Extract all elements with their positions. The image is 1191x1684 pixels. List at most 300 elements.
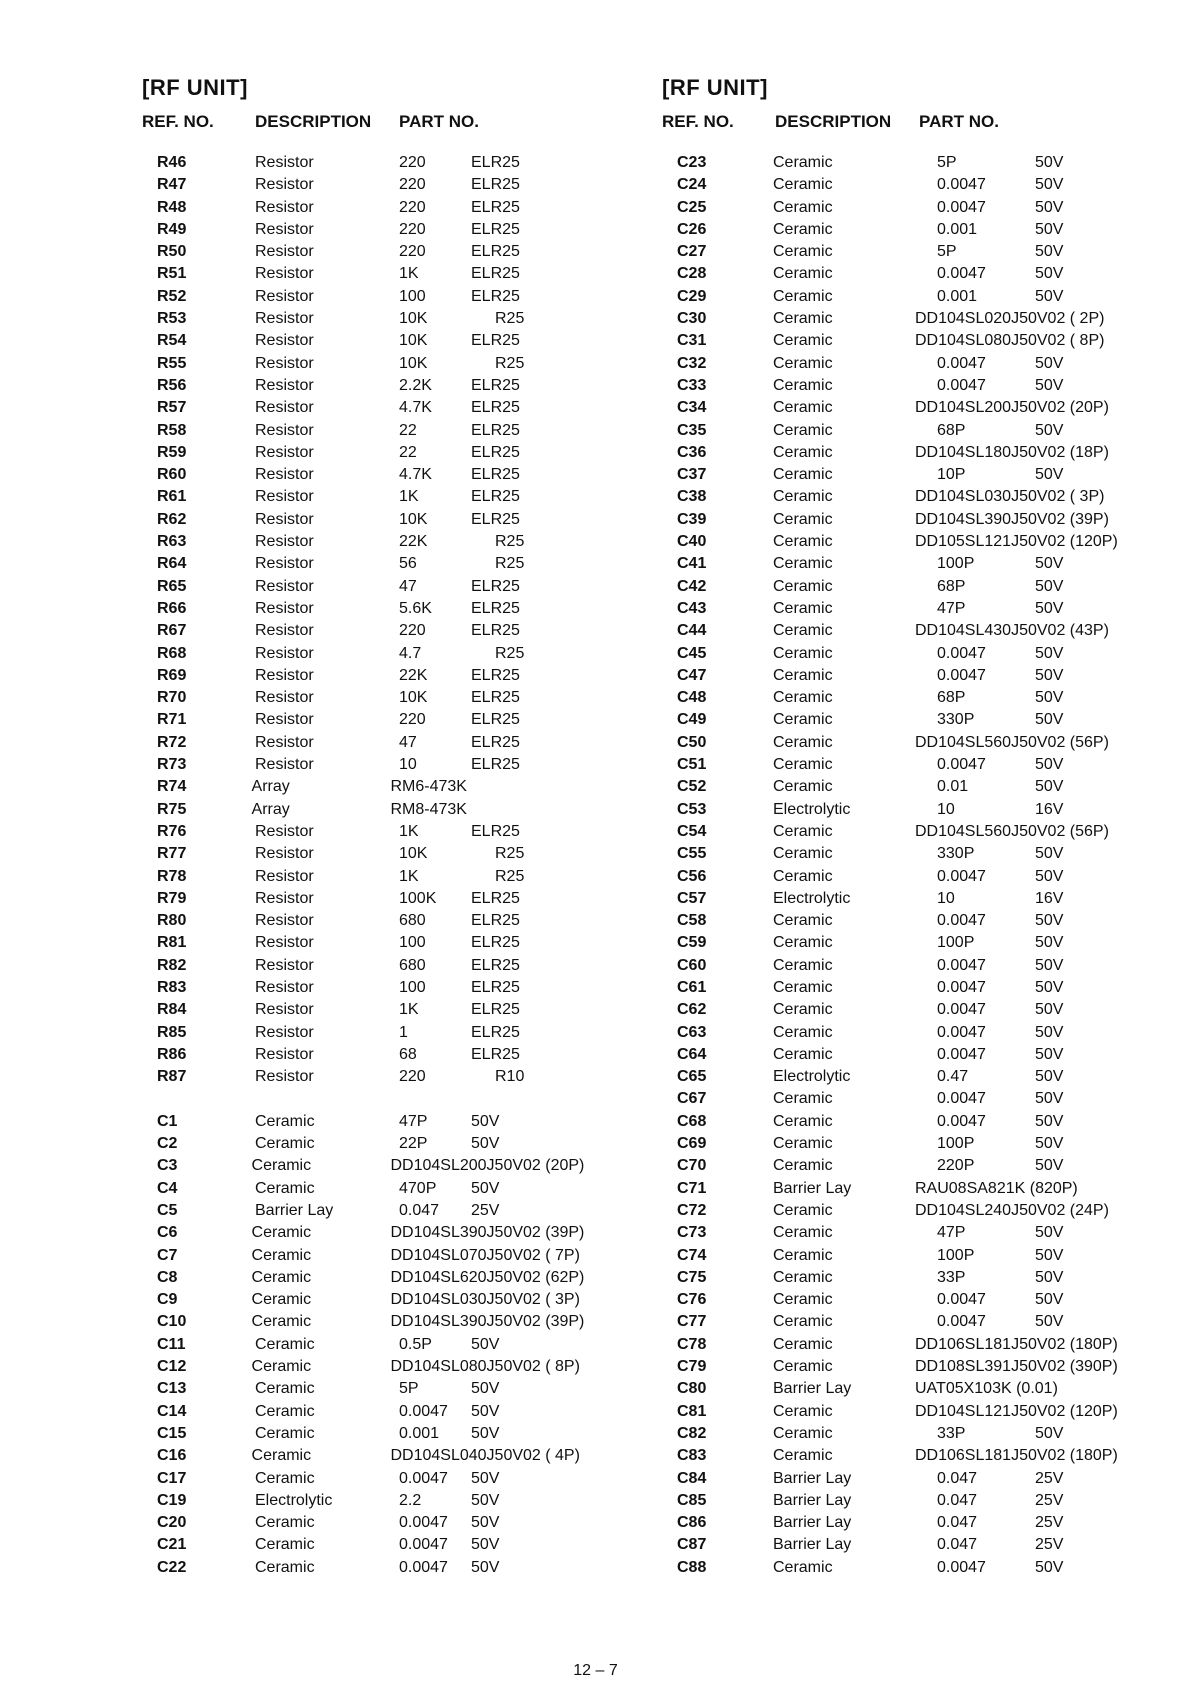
table-row (142, 219, 622, 241)
ref-no-cell: R51 (157, 265, 187, 283)
description-cell: Resistor (255, 756, 314, 774)
description-cell: Resistor (255, 711, 314, 729)
part-rating-cell: 25V (471, 1201, 500, 1219)
part-value-cell: 47P (937, 1224, 966, 1242)
part-value-cell: 1K (399, 822, 419, 840)
description-cell: Ceramic (773, 934, 833, 952)
table-row (662, 442, 1162, 464)
ref-no-cell: C29 (677, 287, 707, 305)
part-value-cell: 0.0047 (937, 956, 986, 974)
table-row (662, 1534, 1162, 1556)
part-rating-cell: 50V (1035, 1001, 1064, 1019)
description-cell: Barrier Lay (773, 1380, 852, 1398)
table-row (142, 1044, 622, 1066)
description-cell: Ceramic (773, 399, 833, 417)
description-cell: Ceramic (255, 1402, 315, 1420)
ref-no-cell (142, 1088, 255, 1110)
description-cell: Resistor (255, 845, 314, 863)
table-row (662, 598, 1162, 620)
table-row (142, 486, 622, 508)
part-value-cell: 220 (399, 1068, 426, 1086)
ref-no-cell: C63 (677, 1023, 707, 1041)
part-rating-cell: ELR25 (471, 1023, 520, 1041)
ref-no-cell: R75 (157, 800, 187, 818)
ref-no-cell: C75 (677, 1268, 707, 1286)
ref-no-cell: C32 (677, 354, 707, 372)
part-no-cell: DD108SL391J50V02 (390P) (915, 1358, 1118, 1376)
part-value-cell: 220 (399, 176, 426, 194)
part-value-cell: 33P (937, 1268, 966, 1286)
description-cell: Ceramic (255, 1469, 315, 1487)
description-cell: Ceramic (255, 1536, 315, 1554)
part-value-cell: 22K (399, 666, 428, 684)
table-row (142, 420, 622, 442)
ref-no-cell: C12 (157, 1358, 187, 1376)
table-row (662, 1155, 1162, 1177)
ref-no-cell: R64 (157, 555, 187, 573)
ref-no-cell: C41 (677, 555, 707, 573)
ref-no-cell: R71 (157, 711, 187, 729)
description-cell: Ceramic (251, 1291, 312, 1309)
table-row (662, 174, 1162, 196)
table-row (662, 1111, 1162, 1133)
ref-no-cell: R73 (157, 756, 187, 774)
part-value-cell: 10K (399, 332, 428, 350)
part-no-cell: DD106SL181J50V02 (180P) (915, 1335, 1118, 1353)
table-row (662, 286, 1162, 308)
page-number: 12 – 7 (573, 1662, 618, 1679)
part-rating-cell: ELR25 (471, 912, 520, 930)
description-cell: Ceramic (773, 1045, 833, 1063)
table-row (142, 576, 622, 598)
part-value-cell: 4.7K (399, 466, 432, 484)
part-value-cell: 5P (937, 243, 957, 261)
table-row (142, 1200, 622, 1222)
description-cell: Resistor (255, 912, 314, 930)
description-cell: Resistor (255, 577, 314, 595)
table-row (662, 1066, 1162, 1088)
ref-no-cell: R76 (157, 822, 187, 840)
part-value-cell: 0.0047 (937, 1558, 986, 1576)
table-row (142, 888, 622, 910)
description-cell: Resistor (255, 399, 314, 417)
part-rating-cell: ELR25 (471, 756, 520, 774)
unit-title: [RF UNIT] (142, 75, 248, 100)
part-no-cell: DD104SL080J50V02 ( 8P) (390, 1358, 580, 1376)
table-row (662, 420, 1162, 442)
table-row (142, 1155, 622, 1177)
part-rating-cell: 50V (471, 1424, 500, 1442)
part-no-cell: DD104SL200J50V02 (20P) (390, 1157, 585, 1175)
table-row (662, 1245, 1162, 1267)
part-value-cell: 68 (399, 1045, 417, 1063)
part-rating-cell: 50V (1035, 421, 1064, 439)
part-value-cell: 0.0047 (937, 1313, 986, 1331)
description-cell: Ceramic (251, 1447, 312, 1465)
ref-no-cell: C26 (677, 220, 707, 238)
description-cell: Resistor (255, 376, 314, 394)
description-cell: Barrier Lay (773, 1179, 852, 1197)
table-row (662, 888, 1162, 910)
table-row (142, 1512, 622, 1534)
part-rating-cell: 50V (1035, 1157, 1064, 1175)
part-rating-cell: 50V (1035, 466, 1064, 484)
description-cell: Ceramic (773, 778, 833, 796)
ref-no-cell: C35 (677, 421, 707, 439)
description-cell: Resistor (255, 332, 314, 350)
part-value-cell: 10K (399, 510, 428, 528)
part-value-cell: 10K (399, 310, 428, 328)
part-value-cell: 0.0047 (937, 1001, 986, 1019)
ref-no-cell: C57 (677, 889, 707, 907)
description-cell: Electrolytic (773, 1068, 851, 1086)
ref-no-cell: R80 (157, 912, 187, 930)
table-row (142, 1289, 622, 1311)
part-value-cell: 1K (399, 265, 419, 283)
part-no-cell: DD104SL030J50V02 ( 3P) (915, 488, 1105, 506)
description-cell: Ceramic (773, 1424, 833, 1442)
part-value-cell: 0.0047 (399, 1469, 448, 1487)
part-value-cell: 680 (399, 956, 426, 974)
description-cell: Ceramic (773, 1001, 833, 1019)
ref-no-cell: R46 (157, 154, 187, 171)
ref-no-cell: C79 (677, 1358, 707, 1376)
part-value-cell: 0.047 (937, 1469, 978, 1487)
part-rating-cell: 50V (1035, 287, 1064, 305)
table-row (142, 1088, 622, 1110)
description-cell: Ceramic (255, 1179, 315, 1197)
table-row (662, 397, 1162, 419)
ref-no-cell: C21 (157, 1536, 187, 1554)
part-rating-cell: ELR25 (471, 689, 520, 707)
description-cell: Ceramic (773, 1201, 833, 1219)
part-rating-cell: ELR25 (471, 176, 520, 194)
ref-no-cell: C82 (677, 1424, 707, 1442)
ref-no-cell: C20 (157, 1514, 187, 1532)
part-rating-cell: 50V (1035, 1045, 1064, 1063)
description-cell: Ceramic (773, 376, 833, 394)
table-row (142, 330, 622, 352)
table-row (142, 799, 622, 821)
part-no-cell: DD104SL240J50V02 (24P) (915, 1201, 1109, 1219)
ref-no-cell: C34 (677, 399, 707, 417)
part-value-cell: 47 (399, 733, 417, 751)
ref-no-cell: C51 (677, 756, 707, 774)
table-row (142, 866, 622, 888)
description-cell: Ceramic (773, 822, 833, 840)
part-rating-cell: 50V (1035, 577, 1064, 595)
header-description: DESCRIPTION (255, 112, 372, 131)
part-value-cell: 0.01 (937, 778, 969, 796)
header-part-no: PART NO. (919, 112, 999, 131)
ref-no-cell: C24 (677, 176, 707, 194)
right-parts-column (662, 70, 1162, 1579)
description-cell: Resistor (255, 1023, 314, 1041)
parts-list (662, 152, 1162, 1579)
part-rating-cell: 50V (471, 1380, 500, 1398)
table-row (662, 1022, 1162, 1044)
description-cell: Ceramic (773, 1268, 833, 1286)
ref-no-cell: C68 (677, 1112, 707, 1130)
description-cell: Resistor (255, 354, 314, 372)
part-no-cell: DD104SL200J50V02 (20P) (915, 399, 1109, 417)
table-row (662, 1468, 1162, 1490)
part-rating-cell: 50V (1035, 756, 1064, 774)
part-rating-cell: 50V (1035, 154, 1064, 171)
part-rating-cell: ELR25 (471, 599, 520, 617)
description-cell: Resistor (255, 287, 314, 305)
description-cell: Ceramic (255, 1135, 315, 1153)
part-value-cell: 5P (399, 1380, 419, 1398)
description-cell: Ceramic (255, 1424, 315, 1442)
description-cell: Ceramic (773, 1335, 833, 1353)
ref-no-cell: C4 (157, 1179, 178, 1197)
ref-no-cell: C13 (157, 1380, 187, 1398)
table-row (142, 999, 622, 1021)
description-cell: Array (251, 800, 290, 818)
table-row (662, 553, 1162, 575)
header-ref-no: REF. NO. (142, 112, 214, 131)
description-cell: Ceramic (773, 1402, 833, 1420)
part-value-cell: 47P (399, 1112, 428, 1130)
ref-no-cell: R87 (157, 1068, 187, 1086)
table-row (142, 397, 622, 419)
table-row (142, 1378, 622, 1400)
part-value-cell: 10 (399, 756, 417, 774)
part-value-cell: 4.7K (399, 399, 432, 417)
description-cell: Resistor (255, 956, 314, 974)
table-row (142, 821, 622, 843)
column-header-row (142, 106, 622, 138)
ref-no-cell: C9 (157, 1291, 178, 1309)
ref-no-cell: R82 (157, 956, 187, 974)
description-cell: Ceramic (773, 287, 833, 305)
table-row (142, 531, 622, 553)
table-row (142, 1178, 622, 1200)
ref-no-cell: R86 (157, 1045, 187, 1063)
ref-no-cell: C80 (677, 1380, 707, 1398)
ref-no-cell: C15 (157, 1424, 187, 1442)
part-value-cell: 22 (399, 421, 417, 439)
table-row (142, 375, 622, 397)
part-value-cell: 68P (937, 421, 966, 439)
description-cell: Electrolytic (773, 889, 851, 907)
part-value-cell: 22K (399, 533, 428, 551)
description-cell: Ceramic (773, 354, 833, 372)
table-row (662, 932, 1162, 954)
table-row (662, 152, 1162, 174)
description-cell: Ceramic (773, 1291, 833, 1309)
part-value-cell: 100P (937, 934, 975, 952)
part-value-cell: 100 (399, 287, 426, 305)
table-row (142, 1066, 622, 1088)
part-rating-cell: ELR25 (471, 376, 520, 394)
part-value-cell: 0.0047 (937, 176, 986, 194)
part-value-cell: 220 (399, 154, 426, 171)
description-cell: Ceramic (773, 1157, 833, 1175)
table-row (662, 219, 1162, 241)
part-no-cell: RM8-473K (390, 800, 467, 818)
description-cell: Resistor (255, 978, 314, 996)
table-row (662, 1044, 1162, 1066)
part-no-cell: RAU08SA821K (820P) (915, 1179, 1078, 1197)
part-rating-cell: R25 (495, 644, 525, 662)
description-cell: Ceramic (773, 220, 833, 238)
table-row (142, 1423, 622, 1445)
description-cell: Ceramic (773, 978, 833, 996)
description-cell: Ceramic (773, 845, 833, 863)
part-value-cell: 22 (399, 443, 417, 461)
ref-no-cell: C42 (677, 577, 707, 595)
table-row (662, 1401, 1162, 1423)
description-cell: Ceramic (773, 644, 833, 662)
part-rating-cell: 50V (1035, 555, 1064, 573)
ref-no-cell: C76 (677, 1291, 707, 1309)
part-value-cell: 220 (399, 711, 426, 729)
description-cell: Ceramic (773, 1090, 833, 1108)
table-row (142, 1401, 622, 1423)
part-rating-cell: ELR25 (471, 1045, 520, 1063)
part-rating-cell: ELR25 (471, 287, 520, 305)
table-row (662, 866, 1162, 888)
table-row (142, 174, 622, 196)
description-cell: Resistor (255, 533, 314, 551)
part-value-cell (399, 1088, 471, 1110)
part-rating-cell: R25 (495, 845, 525, 863)
ref-no-cell: C74 (677, 1246, 707, 1264)
ref-no-cell: R66 (157, 599, 187, 617)
ref-no-cell: R74 (157, 778, 187, 796)
table-row (142, 709, 622, 731)
ref-no-cell: C40 (677, 533, 707, 551)
ref-no-cell: C14 (157, 1402, 187, 1420)
ref-no-cell: C10 (157, 1313, 187, 1331)
ref-no-cell: R81 (157, 934, 187, 952)
ref-no-cell: C69 (677, 1135, 707, 1153)
ref-no-cell: C87 (677, 1536, 707, 1554)
part-rating-cell: 50V (1035, 845, 1064, 863)
part-rating-cell: 50V (471, 1402, 500, 1420)
part-rating-cell: ELR25 (471, 666, 520, 684)
description-cell: Barrier Lay (773, 1491, 852, 1509)
part-value-cell: 0.0047 (937, 666, 986, 684)
description-cell: Resistor (255, 666, 314, 684)
ref-no-cell: C5 (157, 1201, 178, 1219)
ref-no-cell: C61 (677, 978, 707, 996)
left-parts-column (142, 70, 622, 1579)
part-rating-cell: 50V (1035, 689, 1064, 707)
ref-no-cell: R50 (157, 243, 187, 261)
table-row (662, 620, 1162, 642)
description-cell: Ceramic (773, 1447, 833, 1465)
description-cell: Barrier Lay (773, 1514, 852, 1532)
part-rating-cell: 50V (471, 1536, 500, 1554)
part-value-cell: 470P (399, 1179, 437, 1197)
description-cell: Resistor (255, 243, 314, 261)
ref-no-cell: C43 (677, 599, 707, 617)
part-value-cell: 2.2 (399, 1491, 422, 1509)
part-rating-cell: ELR25 (471, 510, 520, 528)
part-value-cell: 0.0047 (937, 1112, 986, 1130)
description-cell: Resistor (255, 421, 314, 439)
table-row (662, 1378, 1162, 1400)
table-row (142, 977, 622, 999)
part-no-cell: DD104SL620J50V02 (62P) (390, 1268, 585, 1286)
ref-no-cell: R70 (157, 689, 187, 707)
description-cell: Ceramic (773, 1224, 833, 1242)
part-value-cell: 10 (937, 800, 955, 818)
table-row (662, 1445, 1162, 1467)
part-value-cell: 56 (399, 555, 417, 573)
part-rating-cell: 16V (1035, 800, 1064, 818)
ref-no-cell: C70 (677, 1157, 707, 1175)
ref-no-cell: C16 (157, 1447, 187, 1465)
description-cell: Ceramic (773, 867, 833, 885)
table-row (142, 1534, 622, 1556)
table-row (142, 910, 622, 932)
table-row (142, 1445, 622, 1467)
table-row (142, 1133, 622, 1155)
part-rating-cell (471, 1088, 543, 1110)
description-cell: Ceramic (773, 466, 833, 484)
table-row (142, 1334, 622, 1356)
ref-no-cell: C44 (677, 622, 707, 640)
ref-no-cell: C31 (677, 332, 707, 350)
part-no-cell: DD104SL390J50V02 (39P) (390, 1313, 585, 1331)
ref-no-cell: C33 (677, 376, 707, 394)
description-cell: Ceramic (773, 332, 833, 350)
description-cell: Ceramic (773, 912, 833, 930)
ref-no-cell: C62 (677, 1001, 707, 1019)
ref-no-cell: R65 (157, 577, 187, 595)
ref-no-cell: C59 (677, 934, 707, 952)
part-value-cell: 10P (937, 466, 966, 484)
table-row (142, 643, 622, 665)
part-rating-cell: R25 (495, 555, 525, 573)
part-no-cell: DD104SL121J50V02 (120P) (915, 1402, 1118, 1420)
ref-no-cell: C52 (677, 778, 707, 796)
table-row (142, 1356, 622, 1378)
part-rating-cell: 50V (1035, 198, 1064, 216)
table-row (142, 464, 622, 486)
ref-no-cell: C17 (157, 1469, 187, 1487)
table-row (142, 1267, 622, 1289)
table-row (662, 776, 1162, 798)
table-row (142, 1311, 622, 1333)
description-cell: Resistor (255, 733, 314, 751)
part-rating-cell: 25V (1035, 1514, 1064, 1532)
ref-no-cell: R67 (157, 622, 187, 640)
ref-no-cell: R52 (157, 287, 187, 305)
ref-no-cell: R84 (157, 1001, 187, 1019)
description-cell: Resistor (255, 265, 314, 283)
ref-no-cell: C53 (677, 800, 707, 818)
ref-no-cell: R77 (157, 845, 187, 863)
description-cell: Ceramic (773, 176, 833, 194)
part-value-cell: 1K (399, 867, 419, 885)
part-rating-cell: 50V (471, 1558, 500, 1576)
table-row (662, 509, 1162, 531)
description-cell: Resistor (255, 934, 314, 952)
part-rating-cell: 50V (1035, 265, 1064, 283)
description-cell: Ceramic (773, 956, 833, 974)
part-value-cell: 33P (937, 1424, 966, 1442)
ref-no-cell: R79 (157, 889, 187, 907)
part-no-cell: DD104SL390J50V02 (39P) (915, 510, 1109, 528)
part-value-cell: 10K (399, 354, 428, 372)
description-cell: Ceramic (773, 1358, 833, 1376)
table-row (142, 1468, 622, 1490)
